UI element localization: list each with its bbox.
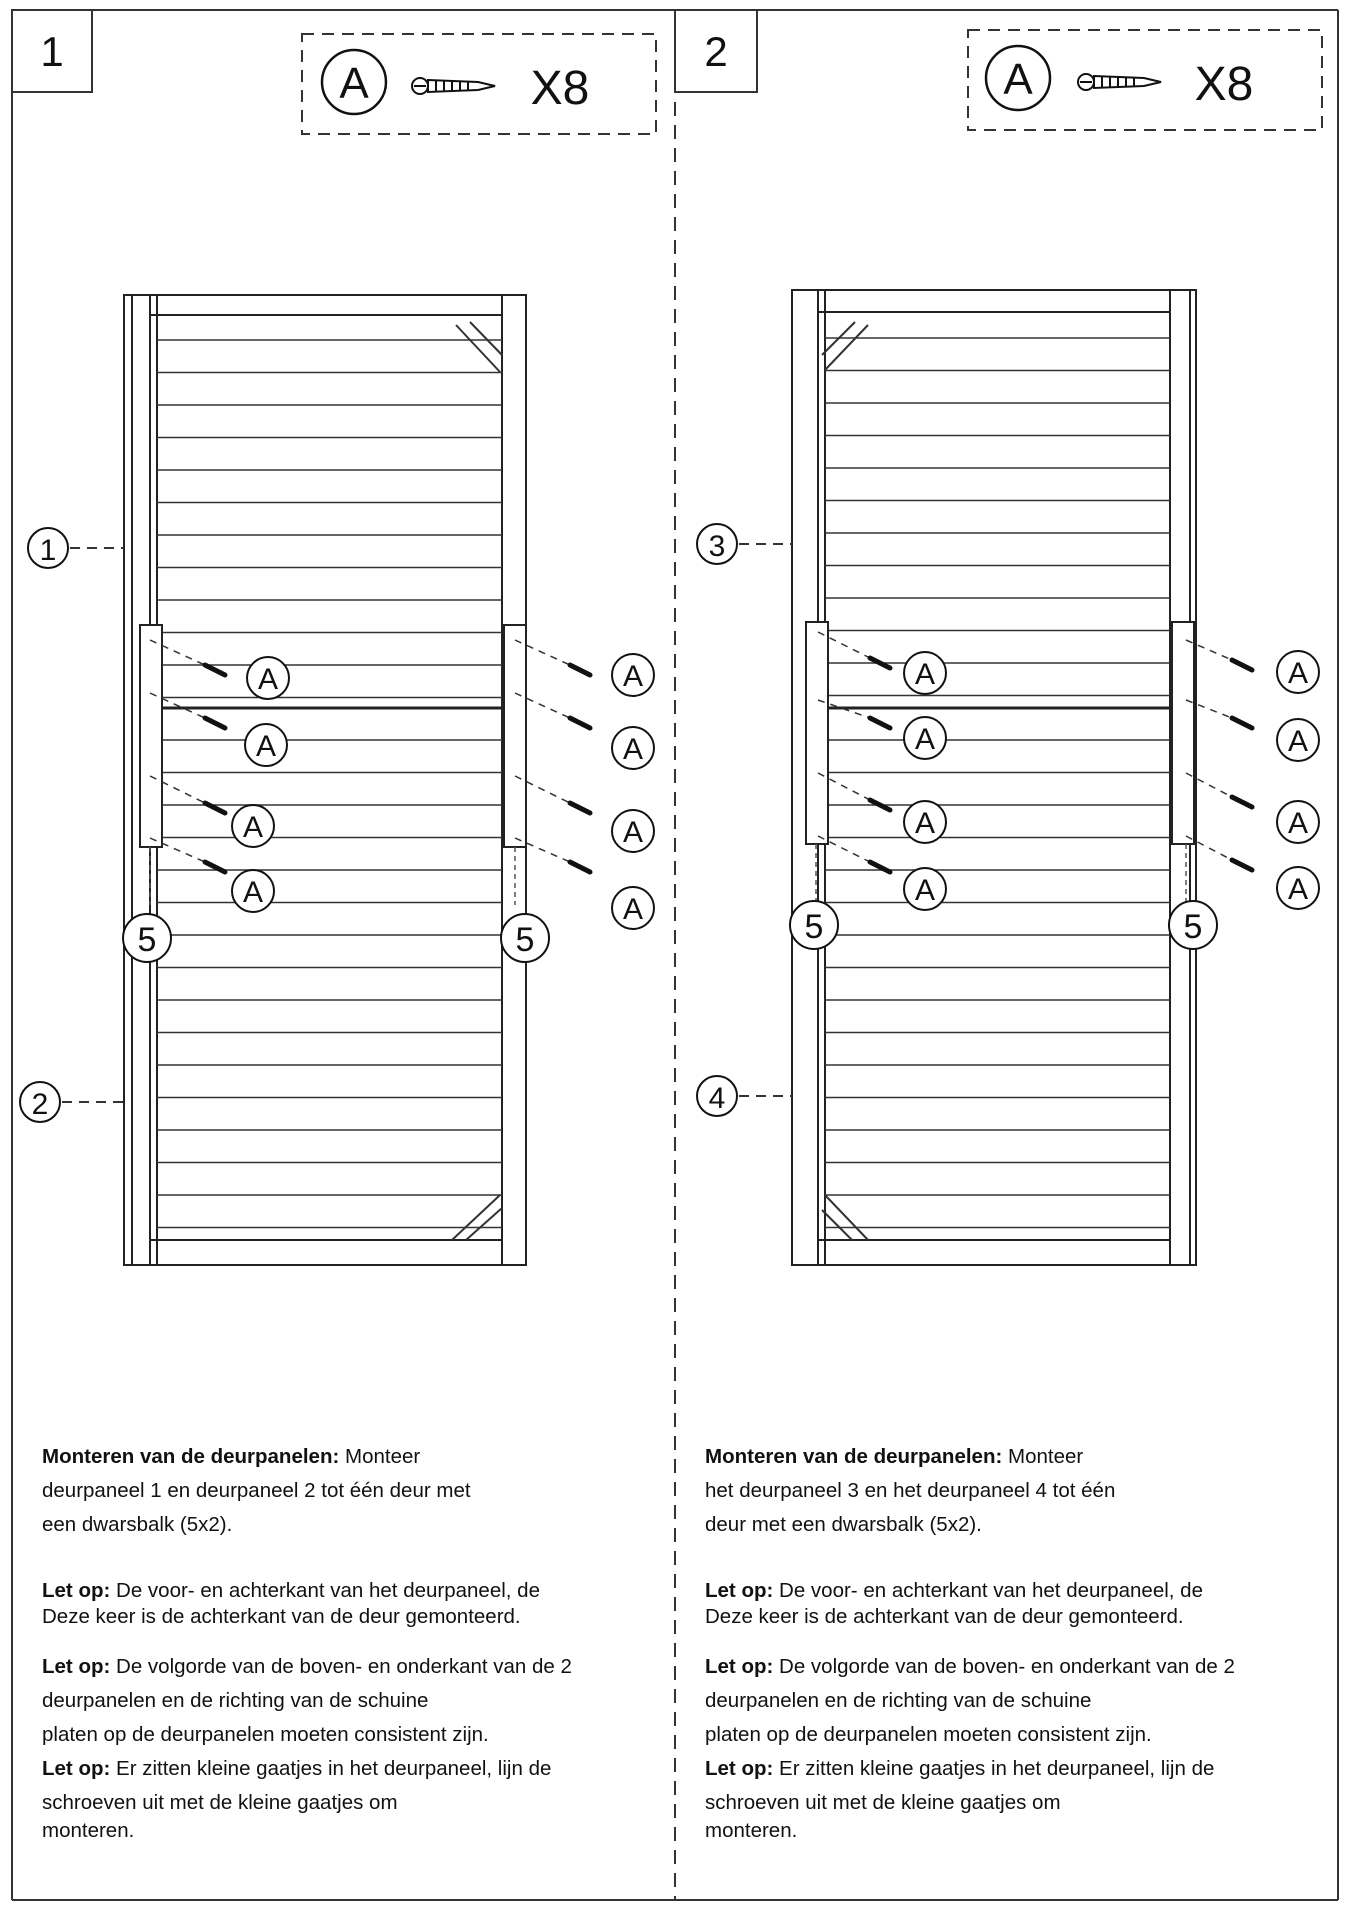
- note-label: Let op:: [705, 1579, 774, 1602]
- door-frame-1: [124, 295, 526, 1265]
- part-a-quantity: X8: [1194, 58, 1254, 111]
- step-1: [12, 10, 656, 1265]
- part-callout-4: [697, 1076, 792, 1116]
- crossbar-ticks-1: [150, 847, 515, 905]
- door-slats-2: [825, 338, 1170, 1228]
- step-2: [675, 10, 1322, 1265]
- svg-text:3: 3: [708, 530, 726, 563]
- part-callout-5-right: [501, 914, 549, 962]
- diagonal-brace-bottom-1: [452, 1195, 502, 1240]
- screw-icon: [205, 665, 225, 675]
- part-callout-3: [697, 524, 792, 564]
- note-line: Er zitten kleine gaatjes in het deurpaneel, lijn de: [116, 1757, 552, 1780]
- step-1-number: 1: [40, 28, 64, 75]
- screw-callout-label: A: [914, 807, 936, 840]
- screw-callout-label: A: [622, 660, 644, 693]
- note-line: monteren.: [705, 1819, 798, 1842]
- instructions-heading: Monteren van de deurpanelen:: [42, 1445, 340, 1468]
- step-2-number: 2: [704, 28, 728, 75]
- diagonal-brace-bottom-2: [822, 1195, 868, 1240]
- svg-text:5: 5: [515, 921, 535, 959]
- instructions-intro-line: een dwarsbalk (5x2).: [42, 1513, 233, 1536]
- part-a-letter: A: [339, 59, 369, 108]
- step-2-hardware-box: [968, 30, 1322, 130]
- note-line: Deze keer is de achterkant van de deur gemonteerd.: [705, 1605, 1184, 1628]
- instructions-intro-line: deur met een dwarsbalk (5x2).: [705, 1513, 982, 1536]
- note-line: platen op de deurpanelen moeten consistent zijn.: [42, 1723, 489, 1746]
- note-line: schroeven uit met de kleine gaatjes om: [42, 1791, 398, 1814]
- diagonal-brace-top-2: [822, 322, 868, 370]
- note-line: deurpanelen en de richting van de schuine: [42, 1689, 429, 1712]
- note-label: Let op:: [705, 1757, 774, 1780]
- note-line: De volgorde van de boven- en onderkant van de 2: [779, 1655, 1235, 1678]
- screw-callout-label: A: [1287, 657, 1309, 690]
- screw-callout-label: A: [622, 733, 644, 766]
- door-panel-assembly-1: [124, 295, 526, 1265]
- part-a-quantity: X8: [530, 62, 590, 115]
- screw-callout-label: A: [1287, 873, 1309, 906]
- crossbars-1: [140, 625, 526, 847]
- instructions-intro-line: Monteer: [1008, 1445, 1084, 1468]
- screw-icon: [412, 78, 495, 94]
- screw-icon: [1078, 74, 1161, 90]
- screw-callout-label: A: [255, 730, 277, 763]
- note-label: Let op:: [705, 1655, 774, 1678]
- screws-step-2: [818, 632, 1319, 910]
- note-line: platen op de deurpanelen moeten consistent zijn.: [705, 1723, 1152, 1746]
- screw-callout-label: A: [914, 658, 936, 691]
- svg-text:5: 5: [804, 908, 824, 946]
- screw-callout-label: A: [257, 663, 279, 696]
- screw-icon: [205, 718, 225, 728]
- svg-text:5: 5: [137, 921, 157, 959]
- screw-icon: [570, 665, 590, 675]
- note-line: Er zitten kleine gaatjes in het deurpaneel, lijn de: [779, 1757, 1215, 1780]
- part-a-letter: A: [1003, 55, 1033, 104]
- crossbar-ticks-2: [816, 844, 1186, 905]
- screw-icon: [570, 862, 590, 872]
- note-line: schroeven uit met de kleine gaatjes om: [705, 1791, 1061, 1814]
- note-label: Let op:: [42, 1757, 111, 1780]
- part-callout-5-left: [790, 901, 838, 949]
- door-slats-1: [157, 340, 502, 1228]
- svg-text:4: 4: [708, 1082, 726, 1115]
- crossbars-2: [806, 622, 1194, 844]
- screws-step-1: [150, 640, 654, 929]
- screw-icon: [870, 718, 890, 728]
- note-line: De voor- en achterkant van het deurpaneel, de: [116, 1579, 540, 1602]
- screw-icon: [1232, 860, 1252, 870]
- svg-text:5: 5: [1183, 908, 1203, 946]
- note-line: De volgorde van de boven- en onderkant van de 2: [116, 1655, 572, 1678]
- screw-callout-label: A: [1287, 807, 1309, 840]
- instructions-intro-line: deurpaneel 1 en deurpaneel 2 tot één deur met: [42, 1479, 471, 1502]
- screw-callout-label: A: [622, 893, 644, 926]
- svg-text:2: 2: [31, 1088, 49, 1121]
- screw-callout-label: A: [914, 874, 936, 907]
- note-line: deurpanelen en de richting van de schuine: [705, 1689, 1092, 1712]
- step-1-hardware-box: [302, 34, 656, 134]
- part-callout-2: [20, 1082, 124, 1122]
- screw-icon: [1232, 797, 1252, 807]
- screw-callout-label: A: [1287, 725, 1309, 758]
- part-callout-5-right: [1169, 901, 1217, 949]
- note-label: Let op:: [42, 1579, 111, 1602]
- screw-icon: [570, 803, 590, 813]
- diagonal-brace-top-1: [456, 322, 502, 372]
- screw-callout-label: A: [242, 811, 264, 844]
- svg-text:1: 1: [39, 534, 57, 567]
- screw-callout-label: A: [622, 816, 644, 849]
- step-2-instructions: [705, 1440, 1345, 1842]
- instructions-heading: Monteren van de deurpanelen:: [705, 1445, 1003, 1468]
- screw-icon: [1232, 718, 1252, 728]
- screw-icon: [1232, 660, 1252, 670]
- note-line: Deze keer is de achterkant van de deur gemonteerd.: [42, 1605, 521, 1628]
- part-callout-1: [28, 528, 124, 568]
- step-1-instructions: [42, 1440, 682, 1842]
- instructions-intro-line: het deurpaneel 3 en het deurpaneel 4 tot één: [705, 1479, 1116, 1502]
- door-panel-assembly-2: [792, 290, 1196, 1265]
- part-callout-5-left: [123, 914, 171, 962]
- instructions-intro-line: Monteer: [345, 1445, 421, 1468]
- note-line: monteren.: [42, 1819, 135, 1842]
- note-label: Let op:: [42, 1655, 111, 1678]
- screw-callout-label: A: [914, 723, 936, 756]
- note-line: De voor- en achterkant van het deurpaneel, de: [779, 1579, 1203, 1602]
- screw-icon: [570, 718, 590, 728]
- screw-callout-label: A: [242, 876, 264, 909]
